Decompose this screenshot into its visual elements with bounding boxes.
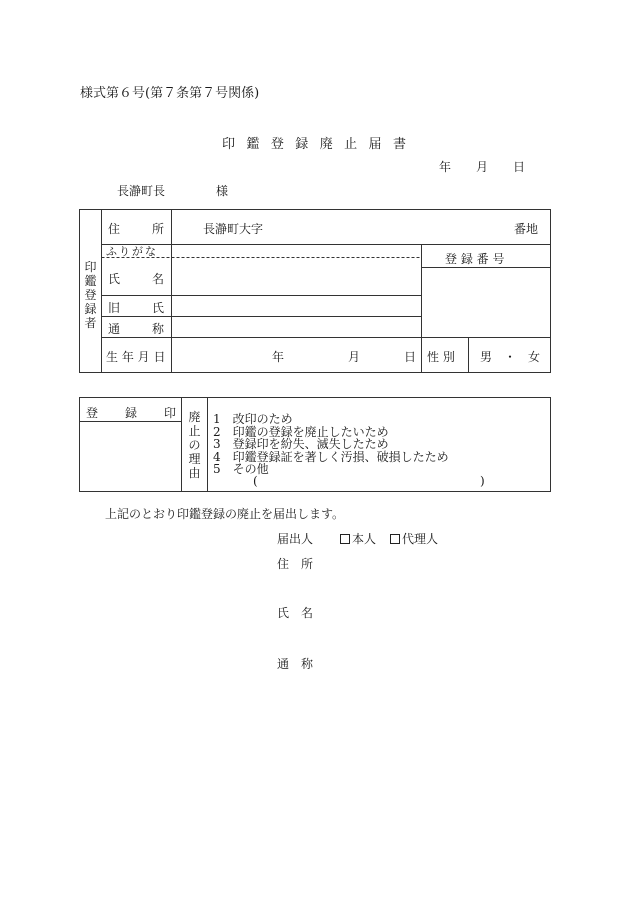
address-suffix: 番地 (514, 222, 539, 236)
date-month: 月 (475, 160, 488, 174)
name-label: 氏 名 (108, 272, 164, 286)
alias-label: 通 称 (108, 322, 164, 336)
title-char: 書 (392, 137, 406, 152)
gender-female: 女 (527, 350, 540, 364)
address-label: 住 所 (108, 222, 164, 236)
title-char: 止 (344, 137, 358, 152)
reason-item: 4 印鑑登録証を著しく汚損、破損したため (213, 449, 449, 464)
old-name-label: 旧 氏 (108, 301, 164, 315)
gender-male: 男 (480, 350, 493, 364)
title-char: 登 (270, 137, 284, 152)
gender-label: 性 別 (427, 350, 455, 364)
notifier-name-label: 氏 名 (277, 606, 313, 620)
other-open-paren: ( (253, 474, 258, 488)
title-char: 印 (222, 137, 236, 152)
gender-options (480, 348, 540, 365)
notifier-alias-label: 通 称 (277, 657, 313, 671)
other-close-paren: ) (480, 474, 485, 488)
title-char: 届 (368, 137, 382, 152)
registrant-side-label: 印 鑑 登 録 者 (84, 260, 97, 330)
reason-list (213, 413, 449, 476)
reason-item: 2 印鑑の登録を廃止したいため (213, 424, 389, 439)
notifier-self-option[interactable]: 本人 (340, 530, 376, 547)
furigana-label: ふりがな (106, 245, 158, 258)
reason-label: 廃 止 の 理 由 (188, 410, 201, 480)
declaration-text: 上記のとおり印鑑登録の廃止を届出します。 (105, 507, 345, 521)
date-line (439, 158, 525, 175)
reason-item: 5 その他 (213, 462, 269, 476)
seal-label: 登 録 印 (86, 406, 176, 420)
date-day: 日 (512, 160, 525, 174)
birthdate-day: 日 (404, 350, 417, 364)
birthdate-label: 生 年 月 日 (106, 350, 166, 364)
addressee: 長瀞町長 (117, 184, 166, 198)
title-char: 録 (295, 137, 309, 152)
form-title (222, 133, 406, 152)
addressee-suffix: 様 (216, 184, 229, 198)
checkbox-agent[interactable] (390, 534, 400, 544)
reg-number-label: 登 録 番 号 (445, 252, 505, 266)
notifier-address-label: 住 所 (277, 557, 313, 571)
reason-item: 3 登録印を紛失、滅失したため (213, 437, 389, 451)
form-number: 様式第６号(第７条第７号関係) (80, 86, 260, 101)
address-value: 長瀞町大字 (203, 222, 264, 236)
birthdate-month: 月 (348, 350, 361, 364)
reason-item: 1 改印のため (213, 412, 293, 426)
title-char: 鑑 (246, 137, 260, 152)
gender-separator: ・ (503, 350, 516, 364)
notifier-label: 届出人 (277, 532, 314, 546)
checkbox-self[interactable] (340, 534, 350, 544)
date-year: 年 (439, 160, 452, 174)
title-char: 廃 (319, 137, 333, 152)
notifier-agent-option[interactable]: 代理人 (390, 530, 438, 547)
birthdate-year: 年 (272, 350, 285, 364)
